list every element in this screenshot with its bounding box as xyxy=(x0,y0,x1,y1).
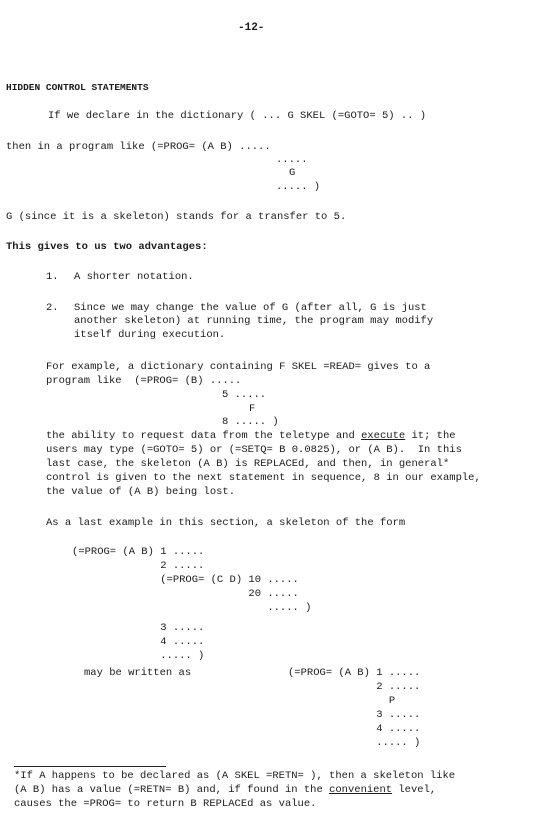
text-run: the ability to request data from the teletype and xyxy=(46,430,362,442)
example2-right-code: 2 ..... xyxy=(288,681,421,693)
advantage-2-text: Since we may change the value of G (after all, G is just xyxy=(74,302,427,314)
intro-code-dots: ..... xyxy=(276,154,308,166)
example2-right-code: ..... ) xyxy=(288,737,421,749)
intro-line-4: This gives to us two advantages: xyxy=(6,241,208,253)
footnote-line-2 xyxy=(14,784,436,796)
example1-line-1: For example, a dictionary containing F SKEL =READ= gives to a xyxy=(46,361,431,373)
example1-paragraph-line-1 xyxy=(46,430,456,442)
advantage-2-text: another skeleton) at running time, the program may modify xyxy=(74,315,434,327)
advantage-2-text: itself during execution. xyxy=(74,329,226,341)
intro-line-3: G (since it is a skeleton) stands for a transfer to 5. xyxy=(6,211,347,223)
example2-right-code: 3 ..... xyxy=(288,709,421,721)
example2-left-code: (=PROG= (A B) 1 ..... xyxy=(72,546,205,558)
text-run: (A B) has a value (=RETN= B) and, if found in the xyxy=(14,784,330,796)
example1-code-3: 8 ..... ) xyxy=(222,416,279,428)
intro-code-g: G xyxy=(289,167,296,179)
advantage-1-number: 1. xyxy=(46,271,59,283)
example1-line-2: program like (=PROG= (B) ..... xyxy=(46,375,242,387)
example2-left-code: ..... ) xyxy=(72,602,312,614)
intro-code-close: ..... ) xyxy=(276,181,321,193)
example1-paragraph-line-3: last case, the skeleton (A B) is REPLACEd, and then, in general* xyxy=(46,458,450,470)
example1-paragraph-line-5: the value of (A B) being lost. xyxy=(46,486,236,498)
example1-paragraph-line-2: users may type (=GOTO= 5) or (=SETQ= B 0.0825), or (A B). In this xyxy=(46,444,462,456)
example1-code-1: 5 ..... xyxy=(222,389,267,401)
example2-left-code: 4 ..... xyxy=(72,636,205,648)
advantage-1-text: A shorter notation. xyxy=(74,271,194,283)
page-number: -12- xyxy=(238,22,265,34)
written-as-label: may be written as xyxy=(84,667,192,679)
example2-intro: As a last example in this section, a skeleton of the form xyxy=(46,517,406,529)
example1-code-2: F xyxy=(249,403,256,415)
example1-paragraph-line-4: control is given to the next statement in sequence, 8 in our example, xyxy=(46,472,481,484)
example2-right-code: P xyxy=(288,695,396,707)
example2-left-code: 3 ..... xyxy=(72,622,205,634)
intro-line-2: then in a program like (=PROG= (A B) ..... xyxy=(6,141,271,153)
footnote-rule xyxy=(14,766,166,767)
example2-right-code: (=PROG= (A B) 1 ..... xyxy=(288,667,421,679)
example2-left-code: 2 ..... xyxy=(72,560,205,572)
example2-left-code: ..... ) xyxy=(72,650,205,662)
text-run: level, xyxy=(392,784,437,796)
example2-right-code: 4 ..... xyxy=(288,723,421,735)
underlined-word: convenient xyxy=(329,784,393,796)
example2-left-code: (=PROG= (C D) 10 ..... xyxy=(72,574,299,586)
example2-left-code: 20 ..... xyxy=(72,588,299,600)
footnote-line-1: *If A happens to be declared as (A SKEL =RETN= ), then a skeleton like xyxy=(14,770,456,782)
advantage-2-number: 2. xyxy=(46,302,59,314)
underlined-word: execute xyxy=(361,430,406,442)
intro-line-1: If we declare in the dictionary ( ... G SKEL (=GOTO= 5) .. ) xyxy=(48,110,427,122)
section-heading: HIDDEN CONTROL STATEMENTS xyxy=(6,82,149,93)
text-run: it; the xyxy=(405,430,456,442)
footnote-line-3: causes the =PROG= to return B REPLACEd as value. xyxy=(14,798,317,810)
